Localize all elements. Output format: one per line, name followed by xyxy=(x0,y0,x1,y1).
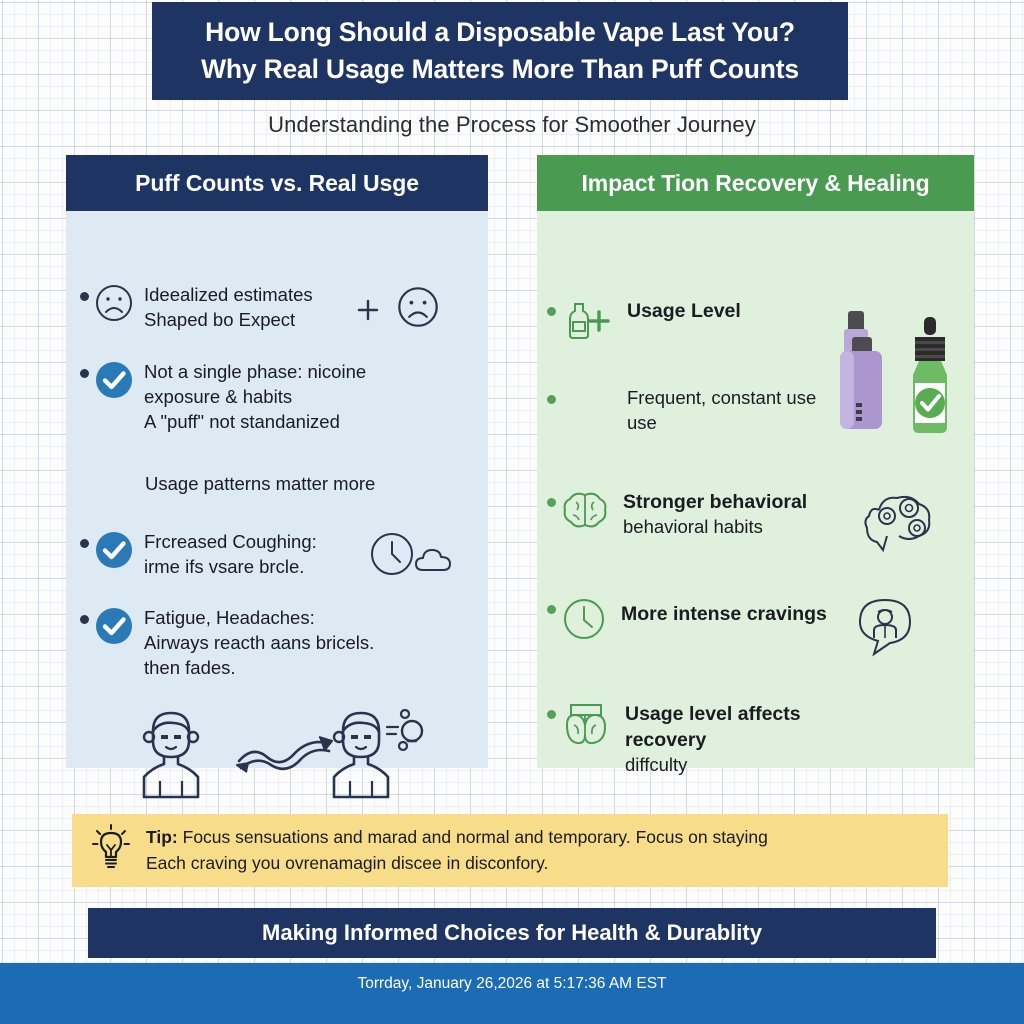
list-item-line-1: Usage patterns matter more xyxy=(145,473,376,494)
left-panel-body xyxy=(66,211,488,768)
list-item xyxy=(547,701,887,778)
list-item-text xyxy=(144,530,317,580)
right-panel-header: Impact Tion Recovery & Healing xyxy=(537,155,974,211)
tip-text xyxy=(146,825,768,876)
left-panel xyxy=(66,155,488,768)
subtitle: Understanding the Process for Smoother Journey xyxy=(268,112,756,137)
tip-label: Tip: xyxy=(146,827,178,848)
list-item-text xyxy=(625,701,887,778)
check-circle-icon xyxy=(94,606,134,646)
list-item-line-2: Airways reacth aans bricels. xyxy=(144,631,375,653)
bullet-dot xyxy=(80,539,89,548)
list-item-text xyxy=(144,283,313,333)
footer-date: Torrday, January 26,2026 at 5:17:36 AM EST xyxy=(0,963,1024,1024)
bullet-dot xyxy=(547,498,556,507)
title-banner xyxy=(152,2,848,100)
right-panel xyxy=(537,155,974,776)
person-idea-icon xyxy=(318,701,428,801)
plus-sign-icon xyxy=(355,297,381,323)
bullet-dot xyxy=(547,710,556,719)
list-item-line-1: Usage level affects recovery xyxy=(625,703,801,752)
list-item xyxy=(80,360,430,434)
bullet-dot xyxy=(547,605,556,614)
list-item-line-1: Ideealized estimates xyxy=(144,284,313,305)
list-item-text xyxy=(621,601,827,627)
bullet-dot xyxy=(547,395,556,404)
bullet-dot xyxy=(80,292,89,301)
list-item xyxy=(547,489,847,540)
list-item-text xyxy=(144,360,366,434)
person-speech-bubble-icon xyxy=(852,596,918,658)
right-panel-body xyxy=(537,211,974,776)
list-item-text xyxy=(623,489,807,540)
list-item xyxy=(145,472,475,497)
list-item xyxy=(80,606,430,680)
bottle-plus-icon xyxy=(561,298,613,344)
dropper-bottle-icon xyxy=(901,315,959,437)
list-item-line-1: Not a single phase: nicoine xyxy=(144,361,367,382)
tip-line-1 xyxy=(146,825,768,850)
list-item-line-1: Frcreased Coughing: xyxy=(144,531,317,552)
list-item xyxy=(547,596,847,642)
brain-icon xyxy=(561,489,609,531)
list-item-line-1: Usage Level xyxy=(627,300,741,322)
list-item xyxy=(547,386,847,436)
tip-line-1-text: Focus sensuations and marad and normal and temporary. Focus on staying xyxy=(177,827,768,848)
list-item-line-1: More intense cravings xyxy=(621,603,827,625)
title-line-1: How Long Should a Disposable Vape Last You? xyxy=(205,17,795,48)
sad-face-icon-decoration xyxy=(396,285,440,329)
list-item-line-1: Fatigue, Headaches: xyxy=(144,607,315,628)
list-item-text xyxy=(145,472,375,497)
clock-icon xyxy=(369,531,415,577)
check-circle-icon xyxy=(94,530,134,570)
title-line-2: Why Real Usage Matters More Than Puff Counts xyxy=(201,54,799,84)
footer-banner: Making Informed Choices for Health & Durablity xyxy=(88,908,936,958)
tip-banner xyxy=(72,814,948,887)
list-item-text xyxy=(627,386,816,436)
list-item-text xyxy=(144,606,374,680)
list-item-text xyxy=(627,298,741,324)
lightbulb-icon xyxy=(90,823,132,878)
list-item-line-2: use xyxy=(627,411,657,433)
sad-face-icon xyxy=(94,283,134,323)
bullet-dot xyxy=(80,369,89,378)
list-item-line-3: A "puff" not standanized xyxy=(144,410,340,432)
list-item-line-2: Shaped bo Expect xyxy=(144,308,296,330)
person-icon xyxy=(128,701,214,801)
lungs-icon xyxy=(561,701,611,749)
cloud-icon xyxy=(414,545,456,575)
brain-gears-icon xyxy=(859,486,937,558)
list-item-line-1: Stronger behavioral xyxy=(623,491,808,513)
bullet-dot xyxy=(80,615,89,624)
list-item-line-3: then fades. xyxy=(144,656,236,678)
clock-icon xyxy=(561,596,607,642)
list-item-line-2: behavioral habits xyxy=(623,516,763,538)
list-item-line-2: irme ifs vsare brcle. xyxy=(144,555,305,577)
list-item-line-2: diffculty xyxy=(625,754,688,776)
vape-device-icon xyxy=(826,307,892,433)
list-item-line-1: Frequent, constant use xyxy=(627,387,817,408)
list-item xyxy=(547,298,847,344)
check-circle-icon xyxy=(94,360,134,400)
bullet-dot xyxy=(547,307,556,316)
left-panel-header: Puff Counts vs. Real Usge xyxy=(66,155,488,211)
list-item-line-2: exposure & habits xyxy=(144,385,293,407)
tip-line-2: Each craving you ovrenamagin discee in disconfory. xyxy=(146,852,549,873)
